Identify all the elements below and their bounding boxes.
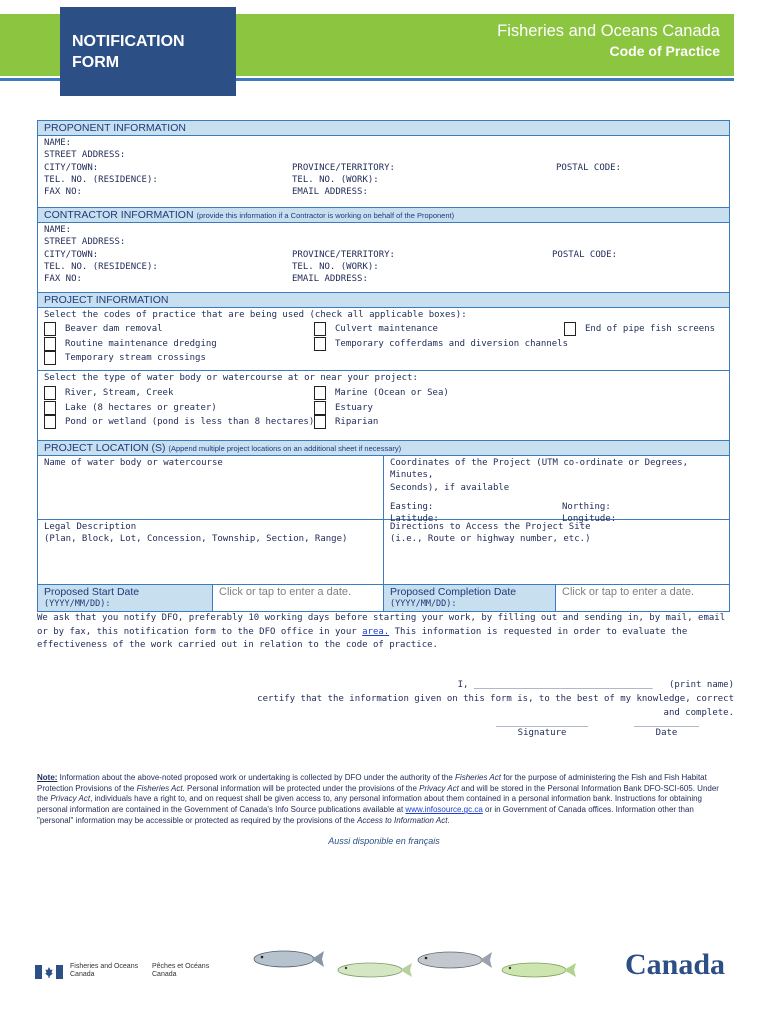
contractor-email-field[interactable]: EMAIL ADDRESS:: [292, 274, 368, 285]
department-name-fr: Pêches et Océans Canada: [152, 963, 210, 978]
certification: [244, 678, 734, 720]
project-heading: PROJECT INFORMATION: [38, 293, 729, 308]
checkbox[interactable]: [314, 386, 326, 400]
location-row-2: [38, 520, 729, 585]
contractor-postal-field[interactable]: POSTAL CODE:: [552, 249, 618, 260]
code-option[interactable]: Routine maintenance dredging: [44, 337, 217, 352]
notification-form: [37, 120, 730, 612]
proponent-email-field[interactable]: EMAIL ADDRESS:: [292, 187, 368, 198]
form-title-line2: FORM: [72, 54, 120, 71]
coordinates-field[interactable]: Coordinates of the Project (UTM co-ordinate or Degrees, Minutes, Seconds), if available Easting: Northing: Latitude: Longitude:: [390, 458, 689, 525]
checkbox[interactable]: [44, 351, 56, 365]
contractor-city-field[interactable]: CITY/TOWN:: [44, 249, 99, 260]
directions-field[interactable]: Directions to Access the Project Site (i.e., Route or highway number, etc.): [390, 522, 591, 545]
proponent-city-field[interactable]: CITY/TOWN:: [44, 162, 99, 173]
contractor-name-field[interactable]: NAME:: [44, 225, 72, 235]
infosource-link[interactable]: www.infosource.gc.ca: [405, 805, 483, 815]
privacy-note: Note: Information about the above-noted proposed work or undertaking is collected by DFO under the authority of the Fisheries Act for the purpose of administering the Fish and Fish Habitat Protection Provisions of the Fisheries Act. Personal information will be protected under the provisions of the Privacy Act and will be stored in the Personal Information Bank DFO-SCI-605. Under the Privacy Act, individuals have a right to, and on request shall be given access to, any personal information about them contained in a personal information bank. Instructions for obtaining personal information are contained in the Government of Canada's Info Source publications available at www.infosource.gc.ca or in Government of Canada offices. Information other than "personal" information may be accessible or protected as required by the provisions of the Access to Information Act.: [37, 773, 719, 825]
signature-line[interactable]: _________________ Signature: [496, 718, 589, 738]
code-option[interactable]: End of pipe fish screens: [564, 322, 715, 337]
dfo-area-link[interactable]: area.: [362, 626, 390, 637]
canada-flag-icon: [35, 965, 63, 979]
codes-of-practice-section: [38, 308, 729, 371]
water-body-name-field[interactable]: Name of water body or watercourse: [38, 456, 384, 519]
proponent-heading: PROPONENT INFORMATION: [38, 121, 729, 136]
longitude-label: Longitude:: [562, 514, 617, 525]
department-name-en: Fisheries and Oceans Canada: [70, 963, 139, 978]
proponent-section: [38, 136, 729, 208]
checkbox[interactable]: [44, 386, 56, 400]
checkbox[interactable]: [44, 322, 56, 336]
fish-icon: [254, 951, 324, 967]
dates-row: [38, 585, 729, 611]
contractor-street-field[interactable]: STREET ADDRESS:: [44, 237, 126, 248]
checkbox[interactable]: [44, 337, 56, 351]
code-option[interactable]: Temporary cofferdams and diversion channels: [314, 337, 568, 352]
proponent-fax-field[interactable]: FAX NO:: [44, 187, 82, 198]
print-name-line[interactable]: I, _________________________________ (print name): [457, 680, 734, 690]
code-option[interactable]: Culvert maintenance: [314, 322, 568, 337]
water-option[interactable]: River, Stream, Creek: [44, 386, 314, 401]
contractor-section: [38, 223, 729, 293]
checkbox[interactable]: [44, 415, 56, 429]
footer: [0, 940, 768, 990]
certification-statement: certify that the information given on this form is, to the best of my knowledge, correct and complete.: [257, 694, 734, 718]
code-option[interactable]: Beaver dam removal: [44, 322, 217, 337]
checkbox[interactable]: [564, 322, 576, 336]
notification-notice: We ask that you notify DFO, preferably 10 working days before starting your work, by filling out and sending in, by mail, email or by fax, this notification form to the DFO office in your area. This information is requested in order to evaluate the effectiveness of the work carried out in relation to the code of practice.: [37, 613, 726, 650]
form-title: [60, 7, 236, 96]
fish-icon: [338, 963, 412, 977]
contractor-tel-work-field[interactable]: TEL. NO. (WORK):: [292, 261, 379, 272]
code-option[interactable]: Temporary stream crossings: [44, 351, 217, 366]
water-option[interactable]: Marine (Ocean or Sea): [314, 386, 449, 401]
proponent-province-field[interactable]: PROVINCE/TERRITORY:: [292, 162, 395, 173]
start-date-input[interactable]: Click or tap to enter a date.: [213, 585, 384, 611]
checkbox[interactable]: [314, 322, 326, 336]
northing-label: Northing:: [562, 501, 611, 512]
water-option[interactable]: Pond or wetland (pond is less than 8 hectares): [44, 415, 314, 430]
contractor-province-field[interactable]: PROVINCE/TERRITORY:: [292, 249, 395, 260]
water-instruction: Select the type of water body or watercourse at or near your project:: [44, 373, 418, 383]
water-body-type-section: [38, 371, 729, 441]
water-option[interactable]: Riparian: [314, 415, 449, 430]
proponent-tel-res-field[interactable]: TEL. NO. (RESIDENCE):: [44, 174, 158, 185]
proponent-street-field[interactable]: STREET ADDRESS:: [44, 150, 126, 161]
latitude-label: Latitude:: [390, 514, 439, 525]
location-heading-note: (Append multiple project locations on an additional sheet if necessary): [168, 444, 402, 453]
agency-name: Fisheries and Oceans Canada: [497, 22, 720, 40]
easting-label: Easting:: [390, 501, 434, 512]
checkbox[interactable]: [44, 401, 56, 415]
start-date-label: Proposed Start Date (YYYY/MM/DD):: [38, 585, 213, 611]
french-availability: Aussi disponible en français: [328, 836, 440, 846]
contractor-heading-note: (provide this information if a Contractor is working on behalf of the Proponent): [196, 211, 455, 220]
legal-description-field[interactable]: Legal Description (Plan, Block, Lot, Concession, Township, Section, Range): [38, 520, 384, 584]
water-option[interactable]: Estuary: [314, 401, 449, 416]
contractor-tel-res-field[interactable]: TEL. NO. (RESIDENCE):: [44, 261, 158, 272]
checkbox[interactable]: [314, 337, 326, 351]
water-option[interactable]: Lake (8 hectares or greater): [44, 401, 314, 416]
completion-date-label: Proposed Completion Date (YYYY/MM/DD):: [384, 585, 556, 611]
contractor-fax-field[interactable]: FAX NO:: [44, 274, 82, 285]
date-line[interactable]: ____________ Date: [634, 718, 700, 738]
form-subtitle: Code of Practice: [609, 43, 720, 59]
completion-date-input[interactable]: Click or tap to enter a date.: [562, 586, 695, 598]
proponent-name-field[interactable]: NAME:: [44, 138, 72, 148]
codes-instruction: Select the codes of practice that are being used (check all applicable boxes):: [44, 310, 467, 320]
checkbox[interactable]: [314, 401, 326, 415]
fish-illustration-icon: [250, 944, 580, 986]
form-title-line1: NOTIFICATION: [72, 33, 185, 50]
proponent-postal-field[interactable]: POSTAL CODE:: [556, 162, 622, 173]
fish-icon: [502, 963, 576, 977]
contractor-heading: CONTRACTOR INFORMATION (provide this information if a Contractor is working on behalf of the Proponent): [38, 208, 729, 223]
location-heading: PROJECT LOCATION (S) (Append multiple project locations on an additional sheet if necessary): [38, 441, 729, 456]
checkbox[interactable]: [314, 415, 326, 429]
proponent-tel-work-field[interactable]: TEL. NO. (WORK):: [292, 174, 379, 185]
location-row-1: [38, 456, 729, 525]
canada-wordmark: Canada: [625, 948, 726, 981]
fish-icon: [418, 952, 492, 968]
